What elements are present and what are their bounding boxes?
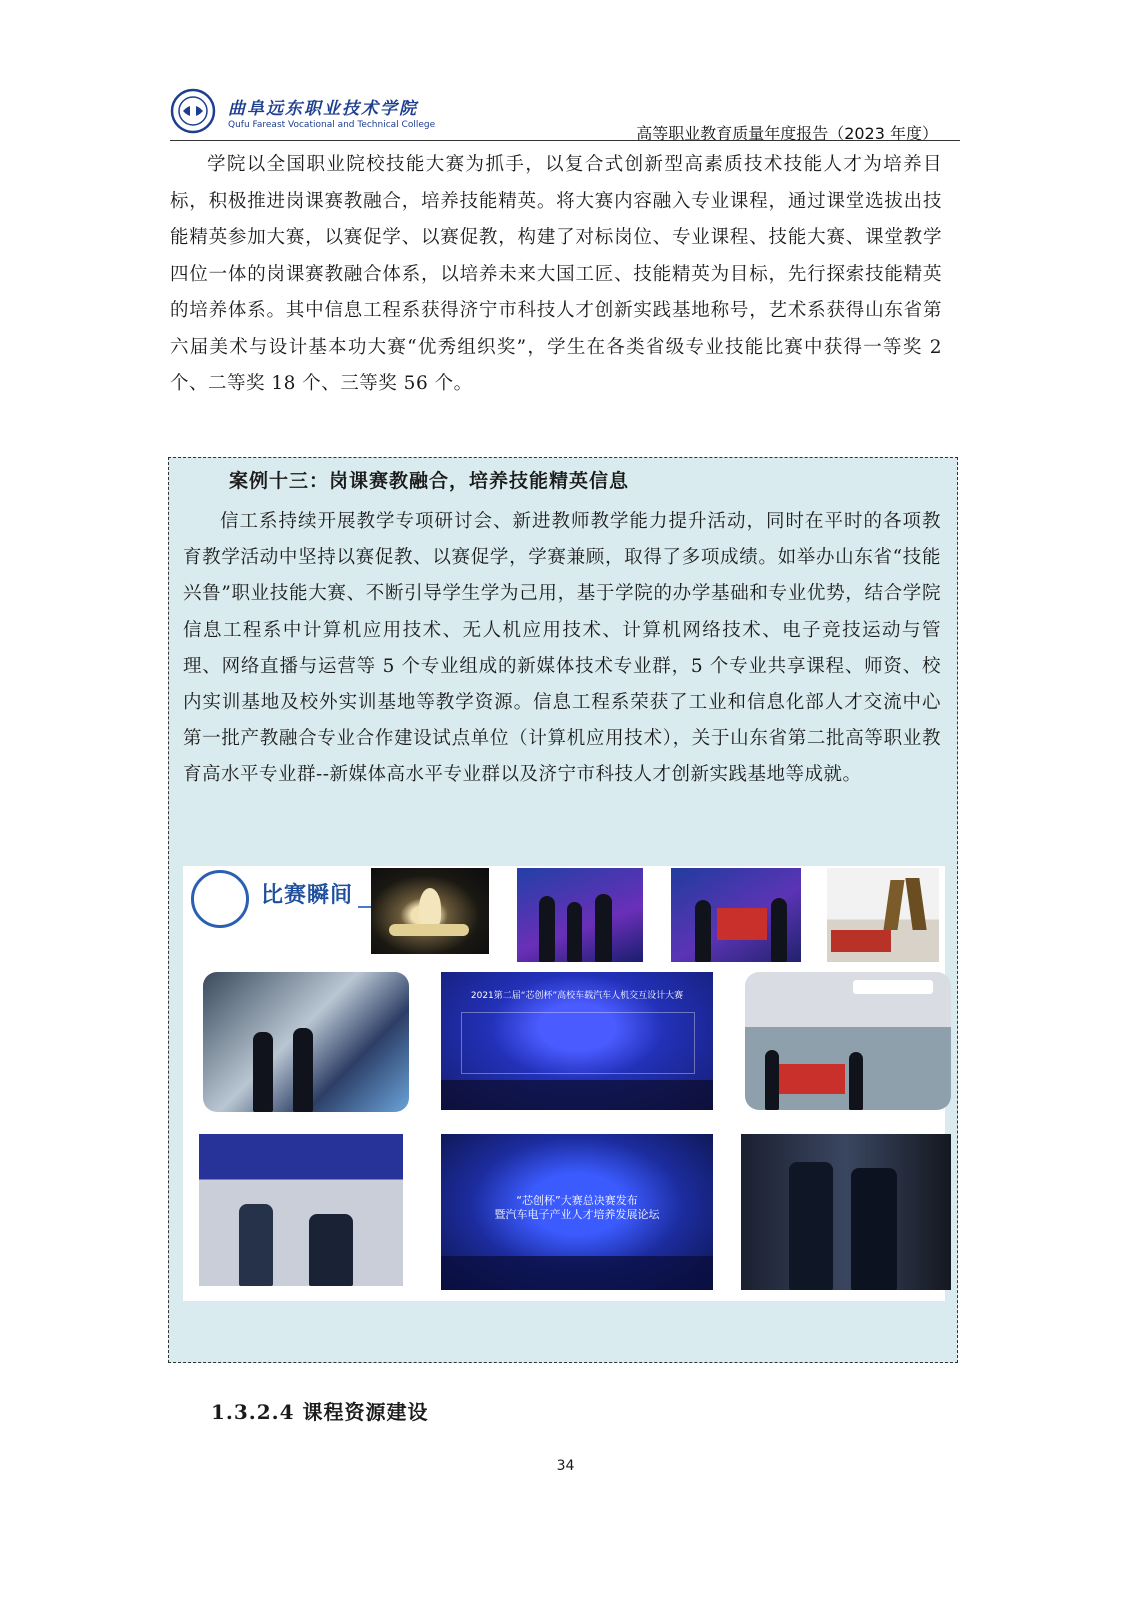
collage-label: 比赛瞬间 <box>261 883 354 908</box>
college-logo-icon <box>170 88 216 134</box>
photo-world-computing-conference <box>745 972 951 1110</box>
college-name-cn: 曲阜远东职业技术学院 <box>228 99 418 119</box>
photo-audience-seated <box>199 1134 403 1286</box>
photo-award-ceremony-1 <box>517 868 643 962</box>
case-paragraph: 信工系持续开展教学专项研讨会、新进教师教学能力提升活动，同时在平时的各项教育教学活动中坚持以赛促教、以赛促学，学赛兼顾，取得了多项成绩。如举办山东省“技能兴鲁”职业技能大赛、不断引导学生学为己用，基于学院的办学基础和专业优势，结合学院信息工程系中计算机应用技术、无人机应用技术、计算机网络技术、电子竞技运动与管理、网络直播与运营等 5 个专业组成的新媒体技术专业群，5 个专业共享课程、师资、校内实训基地及校外实训基地等教学资源。信息工程系荣获了工业和信息化部人才交流中心第一批产教融合专业合作建设试点单位（计算机应用技术），关于山东省第二批高等职业教育高水平专业群--新媒体高水平专业群以及济宁市科技人才创新实践基地等成就。 <box>183 511 941 786</box>
photo-collage <box>183 866 945 1301</box>
band-college-logo-icon <box>191 870 249 928</box>
case-box <box>168 457 958 1363</box>
college-name-en: Qufu Fareast Vocational and Technical College <box>228 120 436 130</box>
photo-trophies <box>827 868 939 962</box>
page-number: 34 <box>556 1458 575 1474</box>
header-divider <box>170 140 960 141</box>
photo-exhibition-hall <box>203 972 409 1112</box>
photo-award-ceremony-2 <box>671 868 801 962</box>
photo-students-presenting <box>741 1134 951 1290</box>
photo-night-sculpture <box>371 868 489 954</box>
body-paragraph: 学院以全国职业院校技能大赛为抓手，以复合式创新型高素质技术技能人才为培养目标，积极推进岗课赛教融合，培养技能精英。将大赛内容融入专业课程，通过课堂选拔出技能精英参加大赛，以赛促学、以赛促教，构建了对标岗位、专业课程、技能大赛、课堂教学四位一体的岗课赛教融合体系，以培养未来大国工匠、技能精英为目标，先行探索技能精英的培养体系。其中信息工程系获得济宁市科技人才创新实践基地称号，艺术系获得山东省第六届美术与设计基本功大赛“优秀组织奖”，学生在各类省级专业技能比赛中获得一等奖 2 个、二等奖 18 个、三等奖 56 个。 <box>170 154 942 394</box>
photo-competition-results-screen: 2021第二届“芯创杯”高校车载汽车人机交互设计大赛 <box>441 972 713 1110</box>
report-title: 高等职业教育质量年度报告（2023 年度） <box>636 124 938 143</box>
case-title: 案例十三：岗课赛教融合，培养技能精英信息 <box>229 470 630 492</box>
photo-forum-stage: “芯创杯”大赛总决赛发布 暨汽车电子产业人才培养发展论坛 <box>441 1134 713 1290</box>
page-header <box>170 88 960 143</box>
section-heading: 1.3.2.4 课程资源建设 <box>211 1400 429 1424</box>
